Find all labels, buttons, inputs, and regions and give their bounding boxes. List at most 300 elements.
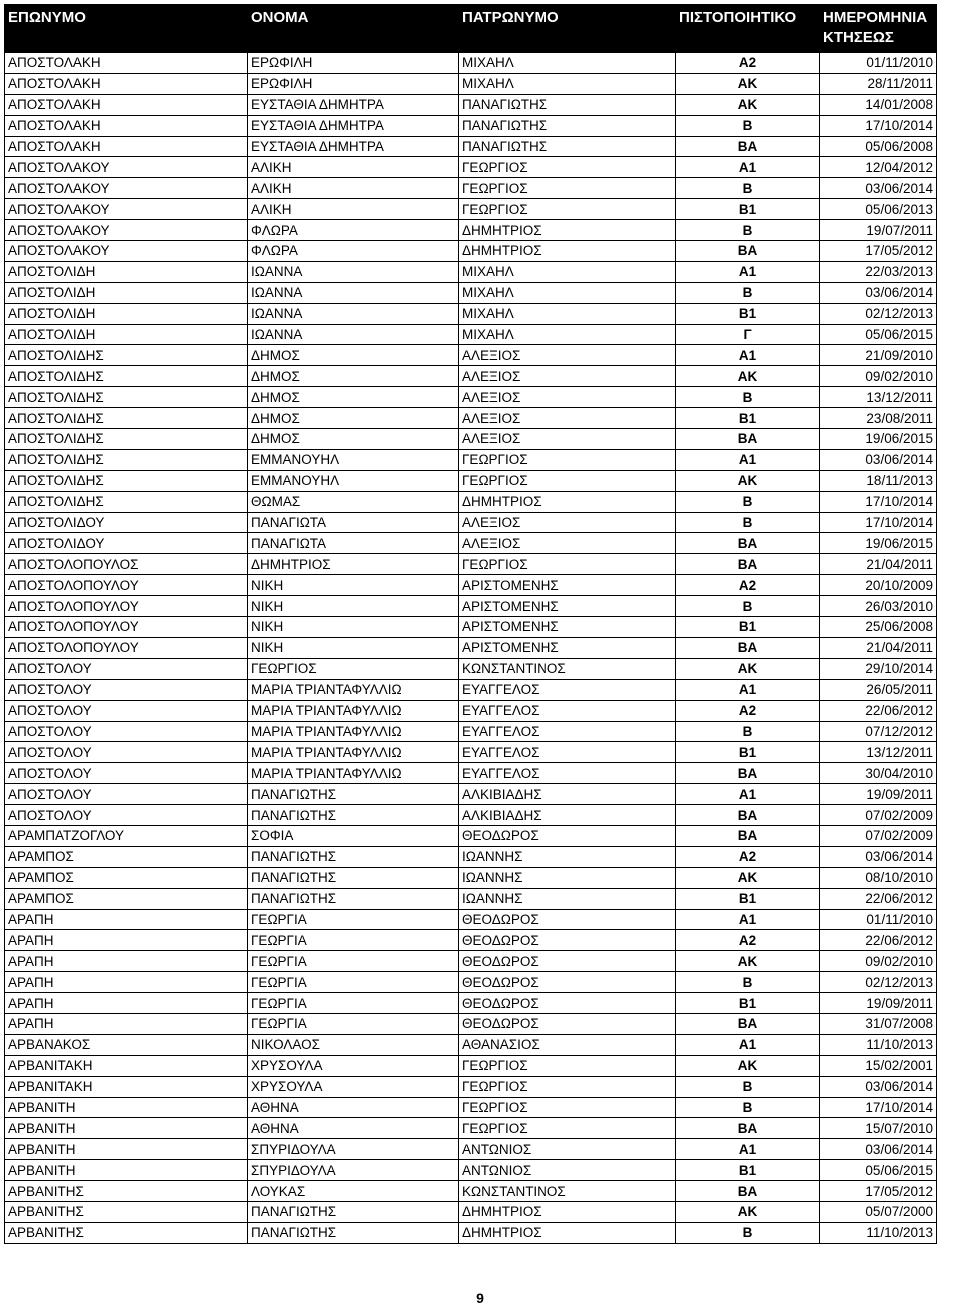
cell-certificate: Β1 xyxy=(676,303,820,324)
cell-date: 19/06/2015 xyxy=(820,429,937,450)
cell-date: 19/09/2011 xyxy=(820,993,937,1014)
cell-father: ΔΗΜΗΤΡΙΟΣ xyxy=(459,220,676,241)
cell-certificate: Α1 xyxy=(676,157,820,178)
cell-father: ΚΩΝΣΤΑΝΤΙΝΟΣ xyxy=(459,1181,676,1202)
header-date-line2: ΚΤΗΣΕΩΣ xyxy=(823,29,894,46)
cell-certificate: Α2 xyxy=(676,846,820,867)
cell-father: ΠΑΝΑΓΙΩΤΗΣ xyxy=(459,115,676,136)
table-row xyxy=(5,658,937,679)
cell-date: 15/07/2010 xyxy=(820,1118,937,1139)
table-row xyxy=(5,136,937,157)
table-row xyxy=(5,763,937,784)
cell-surname: ΑΠΟΣΤΟΛΙΔΗΣ xyxy=(5,387,248,408)
cell-name: ΠΑΝΑΓΙΩΤΗΣ xyxy=(248,846,459,867)
cell-father: ΑΛΚΙΒΙΑΔΗΣ xyxy=(459,784,676,805)
cell-name: ΠΑΝΑΓΙΩΤΗΣ xyxy=(248,784,459,805)
cell-surname: ΑΠΟΣΤΟΛΙΔΗ xyxy=(5,282,248,303)
table-row xyxy=(5,972,937,993)
cell-surname: ΑΠΟΣΤΟΛΑΚΟΥ xyxy=(5,157,248,178)
header-certificate: ΠΙΣΤΟΠΟΙΗΤΙΚΟ xyxy=(676,5,820,53)
cell-certificate: ΒΑ xyxy=(676,554,820,575)
cell-certificate: Β xyxy=(676,387,820,408)
cell-date: 12/04/2012 xyxy=(820,157,937,178)
cell-name: ΘΩΜΑΣ xyxy=(248,491,459,512)
cell-name: ΑΛΙΚΗ xyxy=(248,157,459,178)
cell-certificate: Β1 xyxy=(676,888,820,909)
cell-date: 17/10/2014 xyxy=(820,512,937,533)
cell-certificate: ΑΚ xyxy=(676,73,820,94)
cell-certificate: Β1 xyxy=(676,742,820,763)
cell-certificate: Β xyxy=(676,115,820,136)
cell-surname: ΑΠΟΣΤΟΛΟΠΟΥΛΟΥ xyxy=(5,617,248,638)
cell-father: ΑΡΙΣΤΟΜΕΝΗΣ xyxy=(459,575,676,596)
cell-certificate: Α2 xyxy=(676,575,820,596)
cell-certificate: Β1 xyxy=(676,199,820,220)
cell-name: ΓΕΩΡΓΙΑ xyxy=(248,930,459,951)
table-row xyxy=(5,491,937,512)
cell-surname: ΑΡΑΜΠΟΣ xyxy=(5,888,248,909)
cell-date: 14/01/2008 xyxy=(820,94,937,115)
cell-surname: ΑΠΟΣΤΟΛΙΔΗΣ xyxy=(5,449,248,470)
table-header xyxy=(5,5,937,53)
cell-certificate: Β xyxy=(676,491,820,512)
table-row xyxy=(5,199,937,220)
cell-date: 03/06/2014 xyxy=(820,449,937,470)
cell-date: 03/06/2014 xyxy=(820,1139,937,1160)
cell-date: 21/09/2010 xyxy=(820,345,937,366)
table-row xyxy=(5,888,937,909)
cell-date: 22/06/2012 xyxy=(820,888,937,909)
cell-date: 05/06/2008 xyxy=(820,136,937,157)
cell-surname: ΑΠΟΣΤΟΛΟΥ xyxy=(5,721,248,742)
table-row xyxy=(5,512,937,533)
cell-certificate: Γ xyxy=(676,324,820,345)
page-number: 9 xyxy=(476,1290,484,1306)
cell-date: 22/06/2012 xyxy=(820,700,937,721)
cell-name: ΓΕΩΡΓΙΑ xyxy=(248,909,459,930)
cell-surname: ΑΡΒΑΝΙΤΑΚΗ xyxy=(5,1055,248,1076)
cell-name: ΓΕΩΡΓΙΟΣ xyxy=(248,658,459,679)
cell-father: ΑΝΤΩΝΙΟΣ xyxy=(459,1139,676,1160)
cell-surname: ΑΡΒΑΝΙΤΗΣ xyxy=(5,1181,248,1202)
header-row xyxy=(5,5,937,53)
cell-name: ΠΑΝΑΓΙΩΤΗΣ xyxy=(248,1201,459,1222)
cell-certificate: Β xyxy=(676,972,820,993)
cell-surname: ΑΠΟΣΤΟΛΟΠΟΥΛΟΥ xyxy=(5,637,248,658)
cell-name: ΧΡΥΣΟΥΛΑ xyxy=(248,1055,459,1076)
table-row xyxy=(5,846,937,867)
table-row xyxy=(5,679,937,700)
cell-father: ΓΕΩΡΓΙΟΣ xyxy=(459,178,676,199)
cell-surname: ΑΡΑΠΗ xyxy=(5,951,248,972)
cell-surname: ΑΠΟΣΤΟΛΑΚΟΥ xyxy=(5,199,248,220)
cell-date: 17/05/2012 xyxy=(820,241,937,262)
table-row xyxy=(5,73,937,94)
cell-certificate: ΑΚ xyxy=(676,470,820,491)
cell-name: ΠΑΝΑΓΙΩΤΑ xyxy=(248,533,459,554)
cell-surname: ΑΡΒΑΝΙΤΑΚΗ xyxy=(5,1076,248,1097)
cell-name: ΝΙΚΗ xyxy=(248,575,459,596)
table-row xyxy=(5,930,937,951)
cell-father: ΙΩΑΝΝΗΣ xyxy=(459,846,676,867)
table-row xyxy=(5,324,937,345)
cell-date: 20/10/2009 xyxy=(820,575,937,596)
cell-surname: ΑΡΒΑΝΙΤΗ xyxy=(5,1118,248,1139)
cell-date: 09/02/2010 xyxy=(820,366,937,387)
cell-surname: ΑΠΟΣΤΟΛΙΔΗΣ xyxy=(5,408,248,429)
cell-date: 01/11/2010 xyxy=(820,53,937,74)
cell-certificate: Β xyxy=(676,220,820,241)
cell-name: ΠΑΝΑΓΙΩΤΗΣ xyxy=(248,805,459,826)
cell-name: ΜΑΡΙΑ ΤΡΙΑΝΤΑΦΥΛΛΙΩ xyxy=(248,679,459,700)
cell-certificate: ΒΑ xyxy=(676,637,820,658)
cell-name: ΔΗΜΟΣ xyxy=(248,408,459,429)
cell-father: ΑΡΙΣΤΟΜΕΝΗΣ xyxy=(459,637,676,658)
cell-name: ΛΟΥΚΑΣ xyxy=(248,1181,459,1202)
cell-name: ΕΜΜΑΝΟΥΗΛ xyxy=(248,470,459,491)
cell-surname: ΑΠΟΣΤΟΛΑΚΗ xyxy=(5,136,248,157)
cell-certificate: Β xyxy=(676,512,820,533)
cell-surname: ΑΡΒΑΝΑΚΟΣ xyxy=(5,1034,248,1055)
cell-date: 26/03/2010 xyxy=(820,596,937,617)
cell-father: ΑΡΙΣΤΟΜΕΝΗΣ xyxy=(459,596,676,617)
cell-certificate: ΑΚ xyxy=(676,867,820,888)
cell-father: ΚΩΝΣΤΑΝΤΙΝΟΣ xyxy=(459,658,676,679)
cell-father: ΓΕΩΡΓΙΟΣ xyxy=(459,1055,676,1076)
cell-certificate: Α1 xyxy=(676,784,820,805)
cell-father: ΑΛΕΞΙΟΣ xyxy=(459,429,676,450)
cell-name: ΙΩΑΝΝΑ xyxy=(248,261,459,282)
cell-surname: ΑΡΒΑΝΙΤΗΣ xyxy=(5,1201,248,1222)
cell-father: ΑΝΤΩΝΙΟΣ xyxy=(459,1160,676,1181)
table-row xyxy=(5,449,937,470)
table-row xyxy=(5,554,937,575)
cell-surname: ΑΠΟΣΤΟΛΟΥ xyxy=(5,658,248,679)
cell-father: ΑΛΕΞΙΟΣ xyxy=(459,366,676,387)
cell-surname: ΑΠΟΣΤΟΛΙΔΗ xyxy=(5,261,248,282)
cell-name: ΔΗΜΟΣ xyxy=(248,429,459,450)
cell-date: 03/06/2014 xyxy=(820,178,937,199)
cell-father: ΑΛΕΞΙΟΣ xyxy=(459,345,676,366)
cell-date: 03/06/2014 xyxy=(820,1076,937,1097)
cell-name: ΕΡΩΦΙΛΗ xyxy=(248,53,459,74)
table-row xyxy=(5,951,937,972)
cell-surname: ΑΡΒΑΝΙΤΗ xyxy=(5,1097,248,1118)
cell-date: 19/07/2011 xyxy=(820,220,937,241)
cell-father: ΑΡΙΣΤΟΜΕΝΗΣ xyxy=(459,617,676,638)
cell-father: ΓΕΩΡΓΙΟΣ xyxy=(459,470,676,491)
cell-date: 05/07/2000 xyxy=(820,1201,937,1222)
cell-father: ΑΛΕΞΙΟΣ xyxy=(459,408,676,429)
cell-surname: ΑΠΟΣΤΟΛΟΥ xyxy=(5,700,248,721)
table-row xyxy=(5,721,937,742)
cell-surname: ΑΡΑΠΗ xyxy=(5,930,248,951)
cell-date: 01/11/2010 xyxy=(820,909,937,930)
cell-name: ΕΥΣΤΑΘΙΑ ΔΗΜΗΤΡΑ xyxy=(248,136,459,157)
cell-father: ΘΕΟΔΩΡΟΣ xyxy=(459,825,676,846)
cell-name: ΦΛΩΡΑ xyxy=(248,241,459,262)
cell-father: ΑΛΕΞΙΟΣ xyxy=(459,512,676,533)
cell-surname: ΑΡΑΠΗ xyxy=(5,993,248,1014)
cell-certificate: Α1 xyxy=(676,261,820,282)
cell-certificate: ΑΚ xyxy=(676,658,820,679)
table-row xyxy=(5,408,937,429)
table-row xyxy=(5,241,937,262)
cell-name: ΔΗΜΟΣ xyxy=(248,345,459,366)
cell-certificate: ΒΑ xyxy=(676,805,820,826)
cell-date: 07/02/2009 xyxy=(820,825,937,846)
table-row xyxy=(5,909,937,930)
table-row xyxy=(5,345,937,366)
cell-certificate: ΑΚ xyxy=(676,951,820,972)
cell-date: 30/04/2010 xyxy=(820,763,937,784)
cell-date: 17/10/2014 xyxy=(820,491,937,512)
cell-date: 07/12/2012 xyxy=(820,721,937,742)
cell-certificate: Β xyxy=(676,721,820,742)
table-row xyxy=(5,94,937,115)
cell-father: ΑΛΕΞΙΟΣ xyxy=(459,387,676,408)
cell-certificate: ΒΑ xyxy=(676,825,820,846)
cell-date: 08/10/2010 xyxy=(820,867,937,888)
cell-certificate: Β1 xyxy=(676,993,820,1014)
cell-date: 02/12/2013 xyxy=(820,303,937,324)
cell-date: 25/06/2008 xyxy=(820,617,937,638)
cell-name: ΠΑΝΑΓΙΩΤΑ xyxy=(248,512,459,533)
cell-surname: ΑΠΟΣΤΟΛΙΔΗΣ xyxy=(5,491,248,512)
cell-surname: ΑΠΟΣΤΟΛΙΔΗΣ xyxy=(5,366,248,387)
cell-name: ΜΑΡΙΑ ΤΡΙΑΝΤΑΦΥΛΛΙΩ xyxy=(248,742,459,763)
cell-certificate: Β xyxy=(676,1097,820,1118)
certificates-table xyxy=(4,4,937,1244)
cell-date: 17/10/2014 xyxy=(820,1097,937,1118)
cell-surname: ΑΠΟΣΤΟΛΟΠΟΥΛΟΥ xyxy=(5,596,248,617)
cell-name: ΠΑΝΑΓΙΩΤΗΣ xyxy=(248,1222,459,1243)
table-row xyxy=(5,805,937,826)
cell-name: ΝΙΚΗ xyxy=(248,596,459,617)
cell-father: ΑΘΑΝΑΣΙΟΣ xyxy=(459,1034,676,1055)
header-date xyxy=(820,5,937,53)
cell-certificate: Β xyxy=(676,1076,820,1097)
cell-certificate: Α2 xyxy=(676,53,820,74)
cell-date: 05/06/2013 xyxy=(820,199,937,220)
cell-father: ΜΙΧΑΗΛ xyxy=(459,261,676,282)
cell-surname: ΑΠΟΣΤΟΛΟΥ xyxy=(5,784,248,805)
cell-date: 19/06/2015 xyxy=(820,533,937,554)
cell-date: 13/12/2011 xyxy=(820,387,937,408)
cell-certificate: ΒΑ xyxy=(676,1181,820,1202)
cell-surname: ΑΠΟΣΤΟΛΟΥ xyxy=(5,805,248,826)
table-row xyxy=(5,53,937,74)
table-row xyxy=(5,157,937,178)
cell-father: ΓΕΩΡΓΙΟΣ xyxy=(459,1097,676,1118)
cell-surname: ΑΠΟΣΤΟΛΙΔΟΥ xyxy=(5,533,248,554)
cell-surname: ΑΡΒΑΝΙΤΗ xyxy=(5,1160,248,1181)
cell-certificate: ΑΚ xyxy=(676,1201,820,1222)
cell-surname: ΑΡΑΠΗ xyxy=(5,1013,248,1034)
cell-surname: ΑΠΟΣΤΟΛΟΥ xyxy=(5,763,248,784)
cell-father: ΠΑΝΑΓΙΩΤΗΣ xyxy=(459,136,676,157)
cell-date: 31/07/2008 xyxy=(820,1013,937,1034)
cell-father: ΘΕΟΔΩΡΟΣ xyxy=(459,1013,676,1034)
cell-date: 22/06/2012 xyxy=(820,930,937,951)
cell-surname: ΑΡΒΑΝΙΤΗ xyxy=(5,1139,248,1160)
cell-date: 17/05/2012 xyxy=(820,1181,937,1202)
cell-surname: ΑΡΑΠΗ xyxy=(5,972,248,993)
cell-father: ΓΕΩΡΓΙΟΣ xyxy=(459,1076,676,1097)
cell-surname: ΑΠΟΣΤΟΛΙΔΟΥ xyxy=(5,512,248,533)
cell-date: 15/02/2001 xyxy=(820,1055,937,1076)
table-row xyxy=(5,220,937,241)
cell-certificate: ΒΑ xyxy=(676,241,820,262)
cell-surname: ΑΠΟΣΤΟΛΑΚΗ xyxy=(5,94,248,115)
table-row xyxy=(5,470,937,491)
cell-surname: ΑΠΟΣΤΟΛΙΔΗΣ xyxy=(5,429,248,450)
cell-certificate: Β1 xyxy=(676,408,820,429)
header-surname: ΕΠΩΝΥΜΟ xyxy=(5,5,248,53)
cell-father: ΔΗΜΗΤΡΙΟΣ xyxy=(459,491,676,512)
cell-date: 21/04/2011 xyxy=(820,554,937,575)
cell-father: ΘΕΟΔΩΡΟΣ xyxy=(459,972,676,993)
cell-father: ΓΕΩΡΓΙΟΣ xyxy=(459,554,676,575)
cell-surname: ΑΡΒΑΝΙΤΗΣ xyxy=(5,1222,248,1243)
cell-name: ΓΕΩΡΓΙΑ xyxy=(248,993,459,1014)
cell-father: ΕΥΑΓΓΕΛΟΣ xyxy=(459,742,676,763)
cell-date: 05/06/2015 xyxy=(820,1160,937,1181)
cell-father: ΜΙΧΑΗΛ xyxy=(459,324,676,345)
cell-name: ΔΗΜΗΤΡΙΟΣ xyxy=(248,554,459,575)
cell-name: ΑΛΙΚΗ xyxy=(248,199,459,220)
cell-name: ΕΥΣΤΑΘΙΑ ΔΗΜΗΤΡΑ xyxy=(248,115,459,136)
table-body xyxy=(5,53,937,1244)
cell-name: ΕΜΜΑΝΟΥΗΛ xyxy=(248,449,459,470)
cell-date: 21/04/2011 xyxy=(820,637,937,658)
cell-father: ΕΥΑΓΓΕΛΟΣ xyxy=(459,763,676,784)
cell-date: 09/02/2010 xyxy=(820,951,937,972)
cell-name: ΝΙΚΟΛΑΟΣ xyxy=(248,1034,459,1055)
cell-certificate: Β xyxy=(676,596,820,617)
cell-surname: ΑΠΟΣΤΟΛΙΔΗ xyxy=(5,324,248,345)
cell-date: 11/10/2013 xyxy=(820,1222,937,1243)
cell-date: 18/11/2013 xyxy=(820,470,937,491)
cell-certificate: ΒΑ xyxy=(676,1013,820,1034)
cell-name: ΜΑΡΙΑ ΤΡΙΑΝΤΑΦΥΛΛΙΩ xyxy=(248,763,459,784)
table-row xyxy=(5,178,937,199)
cell-surname: ΑΠΟΣΤΟΛΟΠΟΥΛΟΣ xyxy=(5,554,248,575)
cell-date: 23/08/2011 xyxy=(820,408,937,429)
cell-father: ΜΙΧΑΗΛ xyxy=(459,303,676,324)
table-row xyxy=(5,282,937,303)
table-row xyxy=(5,1097,937,1118)
table-row xyxy=(5,784,937,805)
cell-father: ΓΕΩΡΓΙΟΣ xyxy=(459,199,676,220)
table-row xyxy=(5,993,937,1014)
cell-father: ΓΕΩΡΓΙΟΣ xyxy=(459,157,676,178)
cell-certificate: ΑΚ xyxy=(676,366,820,387)
header-date-line1: ΗΜΕΡΟΜΗΝΙΑ xyxy=(823,9,928,26)
cell-date: 29/10/2014 xyxy=(820,658,937,679)
cell-certificate: Β xyxy=(676,282,820,303)
header-father: ΠΑΤΡΩΝΥΜΟ xyxy=(459,5,676,53)
cell-certificate: ΒΑ xyxy=(676,429,820,450)
cell-surname: ΑΡΑΜΠΟΣ xyxy=(5,867,248,888)
cell-father: ΜΙΧΑΗΛ xyxy=(459,53,676,74)
cell-certificate: ΒΑ xyxy=(676,1118,820,1139)
cell-name: ΔΗΜΟΣ xyxy=(248,387,459,408)
table-row xyxy=(5,303,937,324)
table-row xyxy=(5,742,937,763)
cell-certificate: ΒΑ xyxy=(676,136,820,157)
table-row xyxy=(5,261,937,282)
table-row xyxy=(5,1034,937,1055)
cell-date: 03/06/2014 xyxy=(820,846,937,867)
table-row xyxy=(5,1055,937,1076)
cell-surname: ΑΠΟΣΤΟΛΑΚΗ xyxy=(5,73,248,94)
cell-certificate: Α2 xyxy=(676,700,820,721)
cell-name: ΙΩΑΝΝΑ xyxy=(248,324,459,345)
cell-father: ΘΕΟΔΩΡΟΣ xyxy=(459,909,676,930)
cell-surname: ΑΠΟΣΤΟΛΟΥ xyxy=(5,679,248,700)
cell-father: ΔΗΜΗΤΡΙΟΣ xyxy=(459,241,676,262)
cell-name: ΙΩΑΝΝΑ xyxy=(248,303,459,324)
cell-surname: ΑΠΟΣΤΟΛΙΔΗΣ xyxy=(5,345,248,366)
cell-surname: ΑΠΟΣΤΟΛΟΥ xyxy=(5,742,248,763)
cell-surname: ΑΠΟΣΤΟΛΙΔΗ xyxy=(5,303,248,324)
cell-name: ΜΑΡΙΑ ΤΡΙΑΝΤΑΦΥΛΛΙΩ xyxy=(248,700,459,721)
cell-father: ΙΩΑΝΝΗΣ xyxy=(459,888,676,909)
cell-certificate: ΒΑ xyxy=(676,763,820,784)
table-row xyxy=(5,1076,937,1097)
cell-date: 28/11/2011 xyxy=(820,73,937,94)
cell-certificate: Β1 xyxy=(676,1160,820,1181)
table-row xyxy=(5,1013,937,1034)
cell-father: ΜΙΧΑΗΛ xyxy=(459,73,676,94)
cell-certificate: Β1 xyxy=(676,617,820,638)
table-row xyxy=(5,1139,937,1160)
cell-name: ΑΘΗΝΑ xyxy=(248,1097,459,1118)
table-row xyxy=(5,637,937,658)
cell-father: ΘΕΟΔΩΡΟΣ xyxy=(459,951,676,972)
cell-date: 05/06/2015 xyxy=(820,324,937,345)
cell-certificate: Α1 xyxy=(676,1034,820,1055)
cell-name: ΠΑΝΑΓΙΩΤΗΣ xyxy=(248,888,459,909)
cell-father: ΑΛΕΞΙΟΣ xyxy=(459,533,676,554)
cell-father: ΓΕΩΡΓΙΟΣ xyxy=(459,1118,676,1139)
cell-surname: ΑΠΟΣΤΟΛΑΚΗ xyxy=(5,53,248,74)
cell-father: ΑΛΚΙΒΙΑΔΗΣ xyxy=(459,805,676,826)
cell-name: ΣΠΥΡΙΔΟΥΛΑ xyxy=(248,1160,459,1181)
table-row xyxy=(5,1201,937,1222)
cell-father: ΔΗΜΗΤΡΙΟΣ xyxy=(459,1222,676,1243)
cell-certificate: Α1 xyxy=(676,679,820,700)
cell-name: ΔΗΜΟΣ xyxy=(248,366,459,387)
cell-date: 13/12/2011 xyxy=(820,742,937,763)
cell-name: ΑΛΙΚΗ xyxy=(248,178,459,199)
cell-surname: ΑΠΟΣΤΟΛΑΚΗ xyxy=(5,115,248,136)
cell-name: ΓΕΩΡΓΙΑ xyxy=(248,1013,459,1034)
cell-father: ΘΕΟΔΩΡΟΣ xyxy=(459,993,676,1014)
cell-name: ΠΑΝΑΓΙΩΤΗΣ xyxy=(248,867,459,888)
cell-certificate: ΑΚ xyxy=(676,1055,820,1076)
cell-name: ΦΛΩΡΑ xyxy=(248,220,459,241)
table-row xyxy=(5,700,937,721)
cell-father: ΕΥΑΓΓΕΛΟΣ xyxy=(459,721,676,742)
cell-father: ΙΩΑΝΝΗΣ xyxy=(459,867,676,888)
cell-certificate: Α1 xyxy=(676,909,820,930)
cell-certificate: Α1 xyxy=(676,1139,820,1160)
cell-certificate: Α1 xyxy=(676,449,820,470)
cell-date: 02/12/2013 xyxy=(820,972,937,993)
table-row xyxy=(5,387,937,408)
